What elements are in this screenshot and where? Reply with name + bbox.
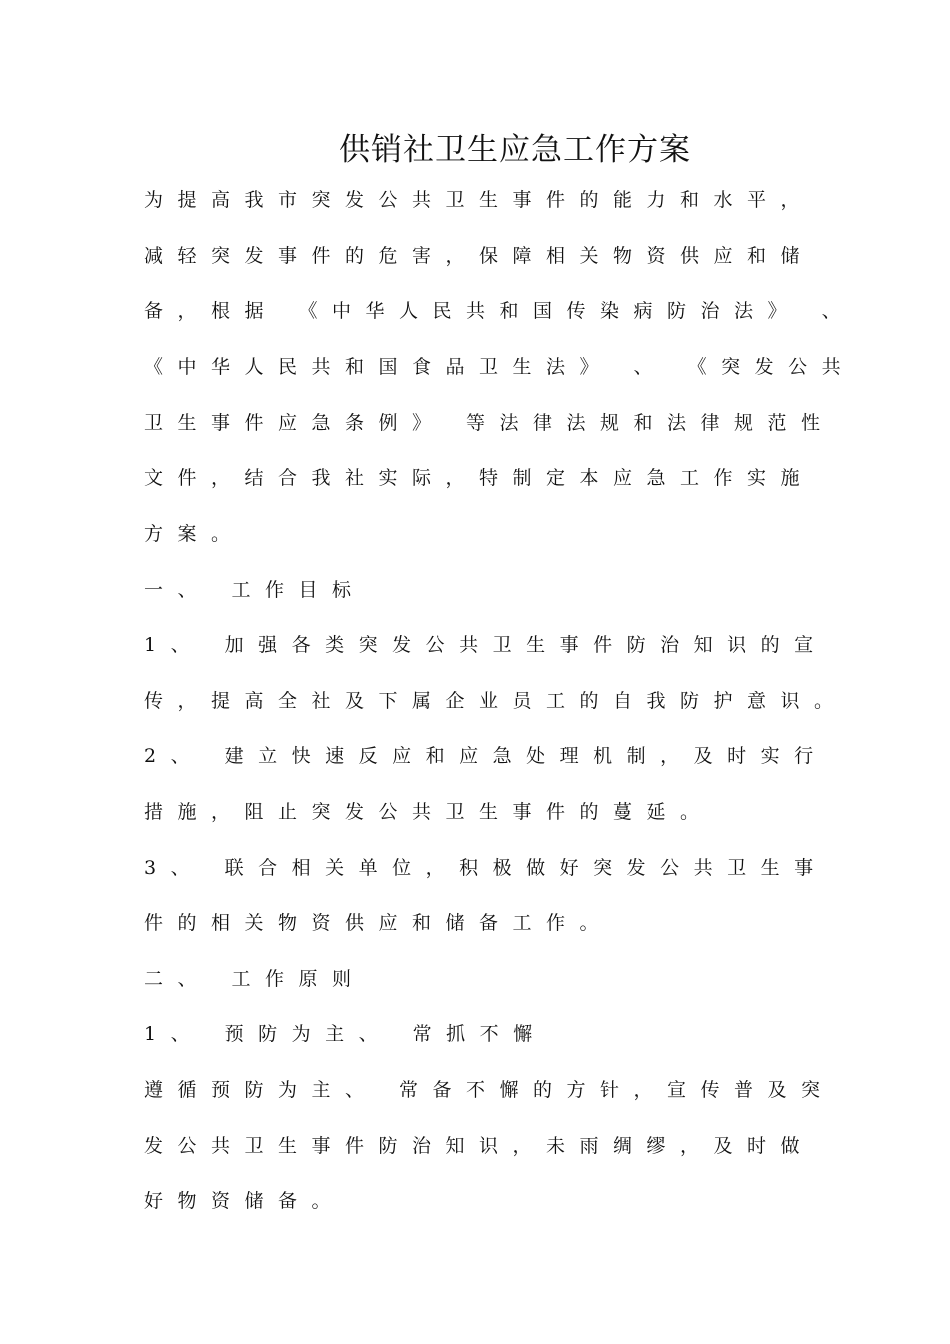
section-heading-1: 一、 工作目标 — [144, 579, 366, 601]
body-line-14: 件的相关物资供应和储备工作。 — [144, 912, 614, 934]
body-line-2: 减轻突发事件的危害，保障相关物资供应和储 — [144, 245, 815, 267]
body-line-6: 文件，结合我社实际，特制定本应急工作实施 — [144, 467, 815, 489]
body-line-5: 卫生事件应急条例》 等法律法规和法律规范性 — [144, 412, 835, 434]
body-line-10: 传，提高全社及下属企业员工的自我防护意识。 — [144, 690, 848, 712]
section-heading-2: 二、 工作原则 — [144, 968, 366, 990]
document-title: 供销社卫生应急工作方案 — [339, 132, 691, 168]
body-line-4: 《中华人民共和国食品卫生法》 、 《突发公共 — [144, 356, 856, 378]
body-line-19: 好物资储备。 — [144, 1190, 346, 1212]
body-line-11: 2、 建立快速反应和应急处理机制，及时实行 — [144, 745, 828, 767]
body-line-7: 方案。 — [144, 523, 245, 545]
body-line-16: 1、 预防为主、 常抓不懈 — [144, 1023, 547, 1045]
body-line-13: 3、 联合相关单位，积极做好突发公共卫生事 — [144, 857, 828, 879]
body-line-3: 备，根据 《中华人民共和国传染病防治法》 、 — [144, 300, 856, 322]
body-line-18: 发公共卫生事件防治知识，未雨绸缪，及时做 — [144, 1135, 815, 1157]
body-line-1: 为提高我市突发公共卫生事件的能力和水平， — [144, 189, 815, 211]
body-line-9: 1、 加强各类突发公共卫生事件防治知识的宣 — [144, 634, 828, 656]
body-line-12: 措施，阻止突发公共卫生事件的蔓延。 — [144, 801, 714, 823]
body-line-17: 遵循预防为主、 常备不懈的方针，宣传普及突 — [144, 1079, 835, 1101]
